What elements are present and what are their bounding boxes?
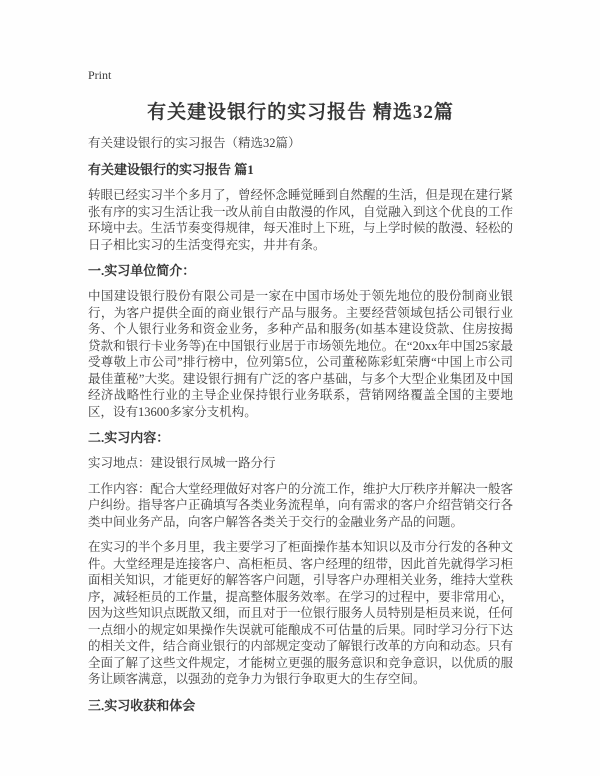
section-heading-unit-profile: 一.实习单位简介： [88, 263, 196, 278]
page-title: 有关建设银行的实习报告 精选32篇 [147, 102, 454, 123]
section-heading-gains: 三.实习收获和体会 [88, 697, 196, 713]
doc-subtitle: 有关建设银行的实习报告（精选32篇） [88, 136, 301, 150]
paragraph-internship-intro: 转眼已经实习半个多月了，曾经怀念睡觉睡到自然醒的生活，但是现在建行紧张有序的实习生活让我一改从前自由散漫的作风，自觉融入到这个优良的工作环境中去。生活节奏变得规律，每天准时上下班，与上学时候的散漫、轻松的日子相比实习的生活变得充实，井井有条。 [88, 188, 514, 252]
print-link[interactable]: Print [88, 68, 112, 82]
section-heading-pian1: 有关建设银行的实习报告 篇1 [88, 162, 254, 177]
section-heading-internship-content: 二.实习内容： [88, 430, 170, 445]
paragraph-company-profile: 中国建设银行股份有限公司是一家在中国市场处于领先地位的股份制商业银行，为客户提供全面的商业银行产品与服务。主要经营领域包括公司银行业务、个人银行业务和资金业务，多种产品和服务(如基本建设贷款、住房按揭贷款和银行卡业务等)在中国银行业居于市场领先地位。在“20xx年中国25家最受尊敬上市公司”排行榜中，位列第5位，公司董秘陈彩虹荣膺“中国上市公司最佳董秘”大奖。建设银行拥有广泛的客户基础，与多个大型企业集团及中国经济战略性行业的主导企业保持银行业务联系，营销网络覆盖全国的主要地区，设有13600多家分支机构。 [88, 289, 513, 419]
paragraph-internship-location: 实习地点：建设银行凤城一路分行 [88, 456, 276, 470]
paragraph-work-content: 工作内容：配合大堂经理做好对客户的分流工作，维护大厅秩序并解决一般客户纠纷。指导客户正确填写各类业务流程单，向有需求的客户介绍营销交行各类中间业务产品，向客户解答各类关于交行的金融业务产品的问题。 [88, 481, 514, 529]
paragraph-learning-experience: 在实习的半个多月里，我主要学习了柜面操作基本知识以及市分行发的各种文件。大堂经理是连接客户、高柜柜员、客户经理的纽带，因此首先就得学习柜面相关知识，才能更好的解答客户问题，引导客户办理相关业务，维持大堂秩序，减轻柜员的工作量，提高整体服务效率。在学习的过程中，要非常用心，因为这些知识点既散又细，而且对于一位银行服务人员特别是柜员来说，任何一点细小的规定如果操作失误就可能酿成不可估量的后果。同时学习分行下达的相关文件，结合商业银行的内部规定变动了解银行改革的方向和动态。只有全面了解了这些文件规定，才能树立更强的服务意识和竞争意识，以优质的服务让顾客满意，以强劲的竞争力为银行争取更大的生存空间。 [88, 540, 514, 686]
